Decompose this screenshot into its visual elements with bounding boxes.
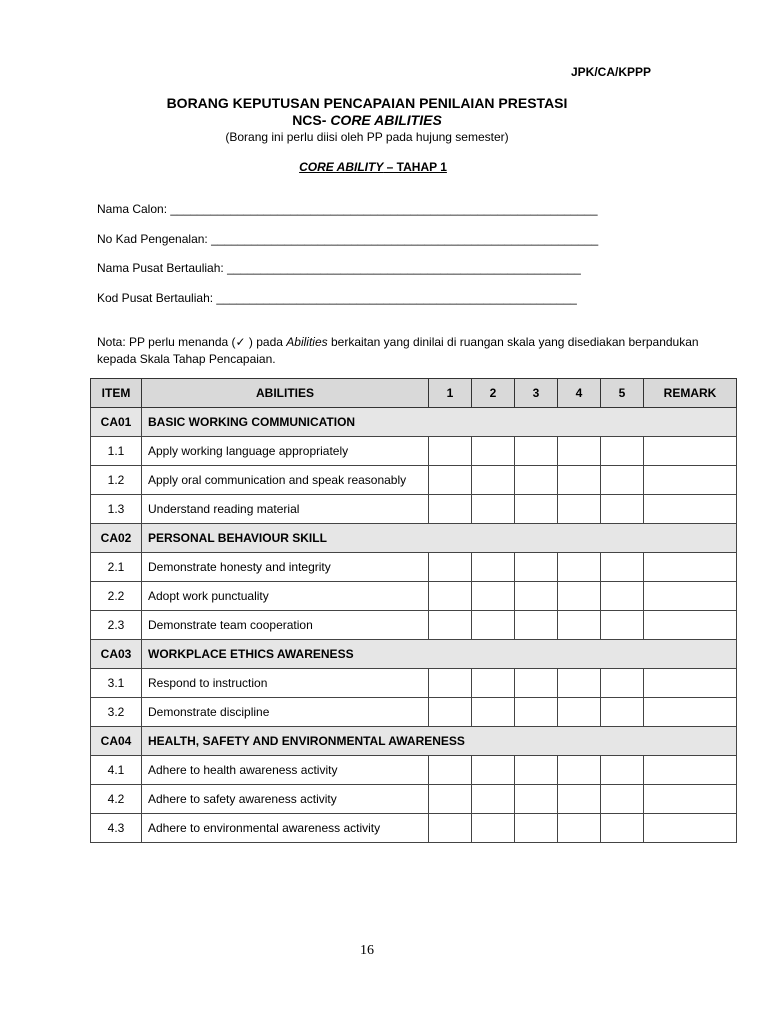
category-code: CA04 [91, 727, 142, 756]
scale-2-cell[interactable] [472, 669, 515, 698]
table-row [91, 437, 737, 466]
scale-5-cell[interactable] [601, 814, 644, 843]
scale-1-cell[interactable] [429, 437, 472, 466]
scale-5-cell[interactable] [601, 466, 644, 495]
scale-4-cell[interactable] [558, 582, 601, 611]
remark-cell[interactable] [644, 698, 737, 727]
scale-2-cell[interactable] [472, 785, 515, 814]
document-reference: JPK/CA/KPPP [571, 65, 652, 79]
remark-cell[interactable] [644, 669, 737, 698]
header-scale-5: 5 [601, 379, 644, 408]
table-row [91, 611, 737, 640]
category-title: HEALTH, SAFETY AND ENVIRONMENTAL AWARENESS [142, 727, 737, 756]
header-item: ITEM [91, 379, 142, 408]
stage-rest: – TAHAP 1 [383, 160, 447, 174]
table-row [91, 756, 737, 785]
ability-text: Understand reading material [142, 495, 429, 524]
remark-cell[interactable] [644, 814, 737, 843]
table-row [91, 553, 737, 582]
ability-text: Demonstrate discipline [142, 698, 429, 727]
subtitle-emphasis: CORE ABILITIES [330, 112, 442, 128]
ability-text: Demonstrate team cooperation [142, 611, 429, 640]
scale-5-cell[interactable] [601, 756, 644, 785]
item-number: 1.1 [91, 437, 142, 466]
item-number: 2.3 [91, 611, 142, 640]
scale-2-cell[interactable] [472, 814, 515, 843]
ability-text: Adopt work punctuality [142, 582, 429, 611]
category-code: CA01 [91, 408, 142, 437]
remark-cell[interactable] [644, 582, 737, 611]
scale-4-cell[interactable] [558, 698, 601, 727]
scale-2-cell[interactable] [472, 495, 515, 524]
scale-4-cell[interactable] [558, 437, 601, 466]
scale-5-cell[interactable] [601, 553, 644, 582]
scale-3-cell[interactable] [515, 611, 558, 640]
scale-1-cell[interactable] [429, 756, 472, 785]
form-subtitle [0, 112, 734, 128]
remark-cell[interactable] [644, 611, 737, 640]
scale-4-cell[interactable] [558, 669, 601, 698]
item-number: 1.2 [91, 466, 142, 495]
scale-5-cell[interactable] [601, 495, 644, 524]
header-scale-1: 1 [429, 379, 472, 408]
category-title: BASIC WORKING COMMUNICATION [142, 408, 737, 437]
table-row [91, 669, 737, 698]
category-row [91, 727, 737, 756]
category-row [91, 640, 737, 669]
scale-5-cell[interactable] [601, 611, 644, 640]
remark-cell[interactable] [644, 495, 737, 524]
scale-2-cell[interactable] [472, 698, 515, 727]
scale-3-cell[interactable] [515, 669, 558, 698]
category-code: CA02 [91, 524, 142, 553]
stage-heading [0, 160, 746, 174]
scale-3-cell[interactable] [515, 466, 558, 495]
stage-emphasis: CORE ABILITY [299, 160, 384, 174]
item-number: 1.3 [91, 495, 142, 524]
scale-4-cell[interactable] [558, 466, 601, 495]
scale-3-cell[interactable] [515, 437, 558, 466]
header-remark: REMARK [644, 379, 737, 408]
scale-1-cell[interactable] [429, 669, 472, 698]
scale-4-cell[interactable] [558, 785, 601, 814]
scale-4-cell[interactable] [558, 611, 601, 640]
remark-cell[interactable] [644, 437, 737, 466]
scale-4-cell[interactable] [558, 756, 601, 785]
scale-1-cell[interactable] [429, 553, 472, 582]
scale-1-cell[interactable] [429, 785, 472, 814]
scale-5-cell[interactable] [601, 582, 644, 611]
field-no-kad-pengenalan[interactable]: No Kad Pengenalan: __________________________________________________________ [97, 232, 599, 246]
field-nama-calon[interactable]: Nama Calon: ________________________________________________________________ [97, 202, 598, 216]
assessment-table [90, 378, 737, 843]
scale-2-cell[interactable] [472, 611, 515, 640]
category-row [91, 408, 737, 437]
nota-paragraph [97, 334, 737, 368]
ability-text: Adhere to safety awareness activity [142, 785, 429, 814]
category-title: PERSONAL BEHAVIOUR SKILL [142, 524, 737, 553]
scale-3-cell[interactable] [515, 698, 558, 727]
remark-cell[interactable] [644, 785, 737, 814]
ability-text: Adhere to environmental awareness activity [142, 814, 429, 843]
scale-4-cell[interactable] [558, 553, 601, 582]
scale-2-cell[interactable] [472, 582, 515, 611]
form-instruction: (Borang ini perlu diisi oleh PP pada hujung semester) [225, 130, 509, 144]
scale-1-cell[interactable] [429, 814, 472, 843]
scale-5-cell[interactable] [601, 437, 644, 466]
item-number: 4.2 [91, 785, 142, 814]
item-number: 3.1 [91, 669, 142, 698]
item-number: 2.2 [91, 582, 142, 611]
ability-text: Demonstrate honesty and integrity [142, 553, 429, 582]
field-kod-pusat[interactable]: Kod Pusat Bertauliah: ______________________________________________________ [97, 291, 577, 305]
form-title: BORANG KEPUTUSAN PENCAPAIAN PENILAIAN PRESTASI [166, 95, 568, 111]
header-scale-2: 2 [472, 379, 515, 408]
scale-1-cell[interactable] [429, 582, 472, 611]
item-number: 3.2 [91, 698, 142, 727]
remark-cell[interactable] [644, 466, 737, 495]
scale-2-cell[interactable] [472, 553, 515, 582]
remark-cell[interactable] [644, 553, 737, 582]
nota-emphasis: Abilities [286, 335, 328, 349]
field-nama-pusat[interactable]: Nama Pusat Bertauliah: _____________________________________________________ [97, 261, 581, 275]
table-header-row [91, 379, 737, 408]
table-row [91, 466, 737, 495]
table-row [91, 698, 737, 727]
scale-1-cell[interactable] [429, 466, 472, 495]
header-scale-3: 3 [515, 379, 558, 408]
scale-1-cell[interactable] [429, 611, 472, 640]
scale-4-cell[interactable] [558, 495, 601, 524]
ability-text: Apply working language appropriately [142, 437, 429, 466]
scale-5-cell[interactable] [601, 698, 644, 727]
scale-3-cell[interactable] [515, 553, 558, 582]
scale-2-cell[interactable] [472, 466, 515, 495]
scale-1-cell[interactable] [429, 698, 472, 727]
ability-text: Adhere to health awareness activity [142, 756, 429, 785]
ability-text: Apply oral communication and speak reasonably [142, 466, 429, 495]
header-scale-4: 4 [558, 379, 601, 408]
scale-2-cell[interactable] [472, 756, 515, 785]
scale-3-cell[interactable] [515, 814, 558, 843]
nota-part1: Nota: PP perlu menanda (✓ ) pada [97, 335, 287, 349]
scale-4-cell[interactable] [558, 814, 601, 843]
scale-1-cell[interactable] [429, 495, 472, 524]
category-title: WORKPLACE ETHICS AWARENESS [142, 640, 737, 669]
nota-part2: berkaitan yang dinilai di ruangan skala yang disediakan berpandukan kepada Skala Tahap Pencapaian. [97, 335, 699, 366]
item-number: 4.1 [91, 756, 142, 785]
scale-2-cell[interactable] [472, 437, 515, 466]
scale-3-cell[interactable] [515, 582, 558, 611]
page-number: 16 [360, 943, 374, 958]
scale-5-cell[interactable] [601, 785, 644, 814]
table-row [91, 785, 737, 814]
remark-cell[interactable] [644, 756, 737, 785]
table-row [91, 495, 737, 524]
item-number: 4.3 [91, 814, 142, 843]
header-abilities: ABILITIES [142, 379, 429, 408]
scale-3-cell[interactable] [515, 495, 558, 524]
item-number: 2.1 [91, 553, 142, 582]
ability-text: Respond to instruction [142, 669, 429, 698]
table-row [91, 814, 737, 843]
scale-3-cell[interactable] [515, 785, 558, 814]
subtitle-prefix: NCS- [292, 112, 331, 128]
scale-5-cell[interactable] [601, 669, 644, 698]
category-code: CA03 [91, 640, 142, 669]
category-row [91, 524, 737, 553]
table-row [91, 582, 737, 611]
scale-3-cell[interactable] [515, 756, 558, 785]
